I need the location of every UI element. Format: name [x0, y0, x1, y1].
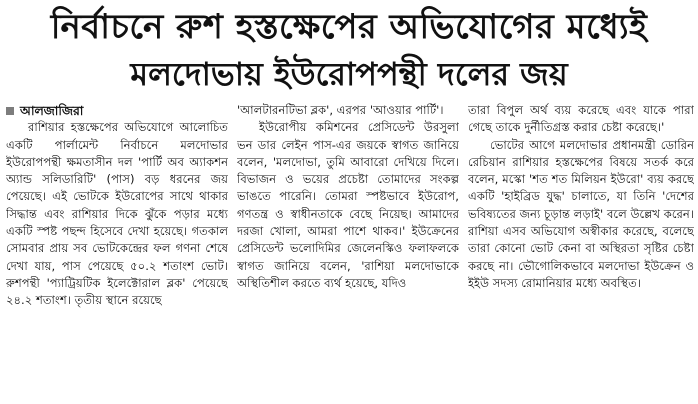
bullet-square-icon — [6, 107, 14, 115]
paragraph: 'আলটারনটিভা ব্লক', এরপর 'আওয়ার পার্টি'। — [237, 103, 444, 117]
headline — [0, 4, 698, 96]
paragraph: তারা বিপুল অর্থ ব্যয় করেছে এবং যাকে পারা গেছে তাকে দুর্নীতিগ্রস্ত করার চেষ্টা করেছে।' — [468, 103, 694, 135]
article-column-2 — [237, 102, 459, 402]
article-column-1 — [6, 102, 228, 402]
article-body — [6, 102, 694, 402]
paragraph: রাশিয়ার হস্তক্ষেপের অভিযোগে আলোচিত একটি পার্লামেন্ট নির্বাচনে মলদোভার ইউরোপপন্থী ক্ষমতাসীন দল 'পার্টি অব অ্যাকশন অ্যান্ড সলিডারিটি' (পাস) বড় ধরনের জয় পেয়েছে। এই ভোটকে ইউরোপের সাথে থাকার সিদ্ধান্ত এবং রাশিয়ার দিকে ঝুঁকে পড়ার মধ্যে একটি স্পষ্ট পছন্দ হিসেবে দেখা হয়েছে। গতকাল সোমবার প্রায় সব ভোটকেন্দ্রের ফল গণনা শেষে দেখা যায়, পাস পেয়েছে ৫০.২ শতাংশ ভোট। রুশপন্থী 'প্যাট্রিয়টিক ইলেক্টোরাল ব্লক' পেয়েছে ২৪.২ শতাংশ। তৃতীয় স্থানে রয়েছে — [6, 120, 228, 308]
headline-line-1: নির্বাচনে রুশ হস্তক্ষেপের অভিযোগের মধ্যেই — [50, 7, 648, 47]
headline-line-2: মলদোভায় ইউরোপপন্থী দলের জয় — [130, 55, 568, 93]
byline-source: আলজাজিরা — [20, 103, 84, 118]
paragraph: ইউরোপীয় কমিশনের প্রেসিডেন্ট উরসুলা ভন ডার লেইন পাস-এর জয়কে স্বাগত জানিয়ে বলেন, 'মলদোভা, তুমি আবারো দেখিয়ে দিলে। বিভাজন ও ভয়ের প্রচেষ্টা তোমাদের সংকল্প ভাঙতে পারেনি। তোমরা স্পষ্টভাবে ইউরোপ, গণতন্ত্র ও স্বাধীনতাকে বেছে নিয়েছ। আমাদের দরজা খোলা, আমরা পাশে থাকব।' ইউক্রেনের প্রেসিডেন্ট ভলোদিমির জেলেনস্কিও ফলাফলকে স্বাগত জানিয়ে বলেন, 'রাশিয়া মলদোভাকে অস্থিতিশীল করতে ব্যর্থ হয়েছে, যদিও — [237, 120, 459, 290]
paragraph: ভোটের আগে মলদোভার প্রধানমন্ত্রী ডোরিন রেচিয়ান রাশিয়ার হস্তক্ষেপের বিষয়ে সতর্ক করে বলেন, মস্কো 'শত শত মিলিয়ন ইউরো' ব্যয় করছে একটি 'হাইব্রিড যুদ্ধ' চালাতে, যা তিনি 'দেশের ভবিষ্যতের জন্য চূড়ান্ত লড়াই' বলে উল্লেখ করেন। রাশিয়া এসব অভিযোগ অস্বীকার করেছে, বলেছে তারা কোনো ভোট কেনা বা অস্থিরতা সৃষ্টির চেষ্টা করছে না। ভৌগোলিকভাবে মলদোভা ইউক্রেন ও ইইউ সদস্য রোমানিয়ার মধ্যে অবস্থিত। — [468, 137, 694, 290]
byline — [6, 102, 228, 119]
article-column-3 — [468, 102, 694, 402]
